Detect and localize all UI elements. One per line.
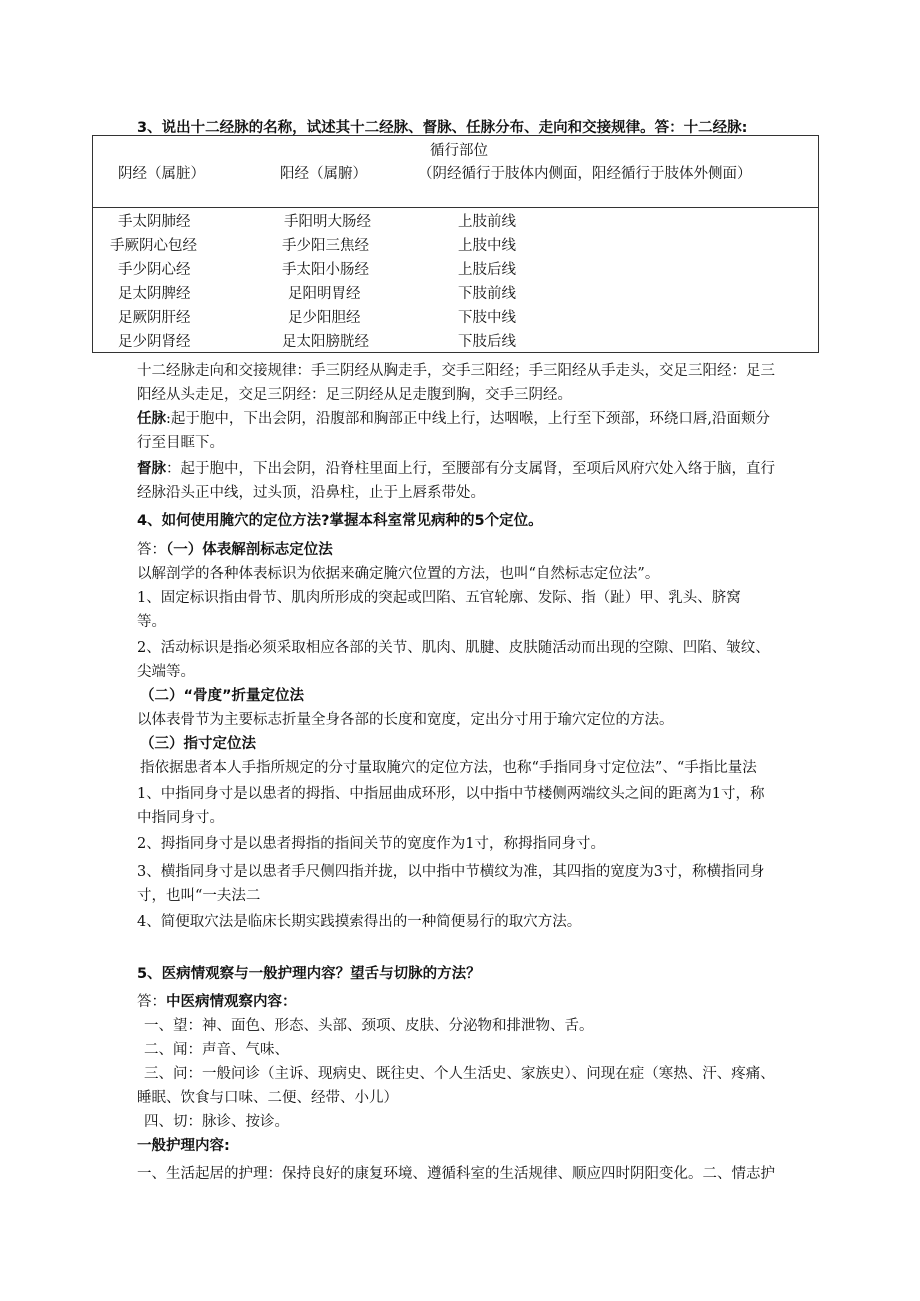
du-label: 督脉 bbox=[137, 461, 166, 477]
table-cell-yang: 足少阳胆经 bbox=[288, 310, 361, 326]
table-cell-route: 上肢前线 bbox=[458, 214, 516, 230]
list-item: 3、横指同身寸是以患者手尺侧四指并拢，以中指中节横纹为准，其四指的宽度为3寸，称横指同身 bbox=[137, 864, 765, 880]
list-item: 1、固定标识指由骨节、肌肉所形成的突起或凹陷、五官轮廓、发际、指（趾）甲、乳头、脐窝 bbox=[137, 590, 741, 606]
section-desc: 以体表骨节为主要标志折量全身各部的长度和宽度，定出分寸用于瑜穴定位的方法。 bbox=[137, 712, 674, 728]
table-cell-yang: 手阳明大肠经 bbox=[284, 214, 371, 230]
list-item-cont: 中指同身寸。 bbox=[137, 810, 224, 826]
section-title: （三）指寸定位法 bbox=[140, 736, 256, 752]
q4-title: 4、如何使用腌穴的定位方法?掌握本科室常见病种的5个定位。 bbox=[137, 513, 543, 529]
section-title: （二）“骨度”折量定位法 bbox=[140, 688, 305, 704]
rules-line: 阳经从头走足，交足三阴经：足三阴经从足走腹到胸，交手三阴经。 bbox=[137, 387, 572, 403]
rules-line: 十二经脉走向和交接规律：手三阴经从胸走手，交手三阳经；手三阳经从手走头，交足三阳经：足三 bbox=[137, 363, 775, 379]
list-item: 三、问：一般问诊（主诉、现病史、既往史、个人生活史、家族史）、问现在症（寒热、汗、疼痛、 bbox=[144, 1066, 775, 1082]
table-cell-route: 上肢后线 bbox=[458, 262, 516, 278]
answer-title: 中医病情观察内容： bbox=[166, 994, 297, 1010]
table-cell-yin: 手厥阴心包经 bbox=[110, 238, 197, 254]
table-cell-yang: 手太阳小肠经 bbox=[282, 262, 369, 278]
list-item: 2、活动标识是指必须采取相应各部的关节、肌肉、肌腱、皮肤随活动而出现的空隙、凹陷、皱纹、 bbox=[137, 640, 770, 656]
list-item: 一、望：神、面色、形态、头部、颈项、皮肤、分泌物和排泄物、舌。 bbox=[144, 1018, 594, 1034]
list-item-cont: 寸，也叫“一夫法二 bbox=[137, 888, 261, 904]
table-header-route-title: 循行部位 bbox=[430, 143, 488, 159]
list-item: 四、切：脉诊、按诊。 bbox=[144, 1114, 289, 1130]
ren-label: 任脉 bbox=[137, 411, 166, 427]
care-title: 一般护理内容: bbox=[137, 1138, 230, 1154]
list-item: 二、闻：声音、气味、 bbox=[144, 1042, 289, 1058]
table-cell-route: 上肢中线 bbox=[458, 238, 516, 254]
table-cell-yin: 手太阴肺经 bbox=[118, 214, 191, 230]
answer-prefix: 答： bbox=[137, 994, 166, 1010]
table-cell-route: 下肢前线 bbox=[458, 286, 516, 302]
table-header-divider bbox=[92, 207, 819, 208]
du-text: ：起于胞中，下出会阴，沿脊柱里面上行，至腰部有分支属肾，至项后风府穴处入络于脑，直行 bbox=[166, 461, 775, 477]
du-line: 经脉沿头正中线，过头顶，沿鼻柱，止于上唇系带处。 bbox=[137, 485, 485, 501]
table-cell-yin: 足少阴肾经 bbox=[118, 334, 191, 350]
q4-answer-line bbox=[137, 538, 333, 559]
section-desc: 以解剖学的各种体表标识为依据来确定腌穴位置的方法，也叫“自然标志定位法”。 bbox=[137, 566, 660, 582]
q5-answer-line bbox=[137, 990, 297, 1011]
table-header-yang: 阳经（属腑） bbox=[280, 166, 367, 182]
list-item-cont: 睡眠、饮食与口味、二便、经带、小儿） bbox=[137, 1090, 398, 1106]
table-cell-yin: 足厥阴肝经 bbox=[118, 310, 191, 326]
table-cell-yin: 手少阴心经 bbox=[118, 262, 191, 278]
q5-title: 5、医病情观察与一般护理内容？望舌与切脉的方法？ bbox=[137, 966, 481, 982]
answer-prefix: 答： bbox=[137, 542, 166, 558]
table-cell-yin: 足太阴脾经 bbox=[118, 286, 191, 302]
table-cell-route: 下肢中线 bbox=[458, 310, 516, 326]
list-item-cont: 尖端等。 bbox=[137, 664, 195, 680]
table-header-route-note: （阴经循行于肢体内侧面，阳经循行于肢体外侧面） bbox=[418, 166, 752, 182]
table-cell-yang: 足太阳膀胱经 bbox=[282, 334, 369, 350]
list-item: 4、简便取穴法是临床长期实践摸索得出的一种简便易行的取穴方法。 bbox=[137, 914, 582, 930]
table-header-yin: 阴经（属脏） bbox=[118, 166, 205, 182]
list-item: 1、中指同身寸是以患者的拇指、中指屈曲成环形，以中指中节楼侧两端纹头之间的距离为1寸，称 bbox=[137, 786, 765, 802]
q3-title: 3、说出十二经脉的名称，试述其十二经脉、督脉、任脉分布、走向和交接规律。答：十二经脉: bbox=[137, 120, 748, 136]
ren-paragraph bbox=[137, 407, 770, 428]
care-line: 一、生活起居的护理：保持良好的康复环境、遵循科室的生活规律、顺应四时阴阳变化。二、情志护 bbox=[137, 1166, 775, 1182]
table-cell-route: 下肢后线 bbox=[458, 334, 516, 350]
section-title: （一）体表解剖标志定位法 bbox=[166, 542, 333, 558]
ren-text: :起于胞中，下出会阴，沿腹部和胸部正中线上行，达咽喉，上行至下颈部，环绕口唇,沿面颊分 bbox=[166, 411, 770, 427]
du-paragraph bbox=[137, 457, 775, 478]
ren-line: 行至目眶下。 bbox=[137, 435, 224, 451]
section-desc: 指依据患者本人手指所规定的分寸量取腌穴的定位方法，也称“手指同身寸定位法”、“手指比量法 bbox=[140, 760, 757, 776]
list-item: 2、拇指同身寸是以患者拇指的指间关节的宽度作为1寸，称拇指同身寸。 bbox=[137, 836, 605, 852]
table-cell-yang: 足阳明胃经 bbox=[288, 286, 361, 302]
table-cell-yang: 手少阳三焦经 bbox=[282, 238, 369, 254]
list-item-cont: 等。 bbox=[137, 614, 166, 630]
